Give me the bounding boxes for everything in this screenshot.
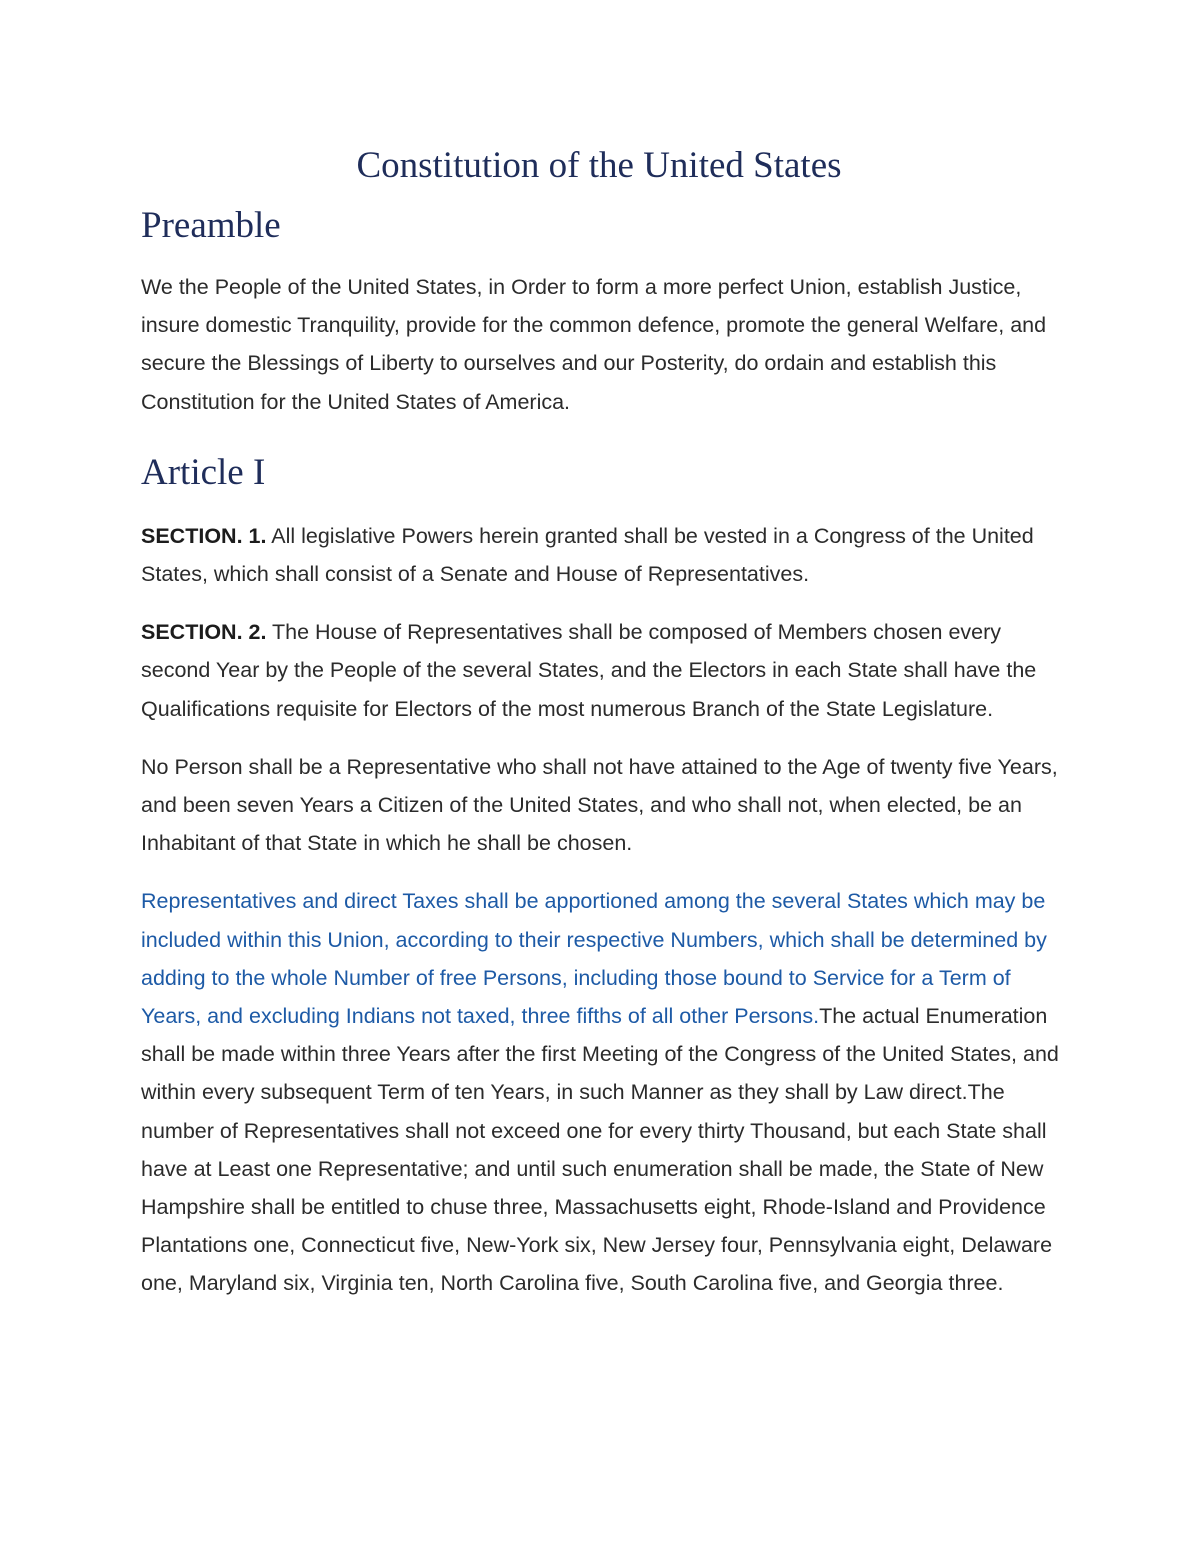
preamble-heading: Preamble <box>141 205 281 246</box>
document-title: Constitution of the United States <box>356 145 842 186</box>
article-1-heading: Article I <box>141 451 266 493</box>
section-1-text: All legislative Powers herein granted shall be vested in a Congress of the United States, which shall consist of a Senate and House of Representatives. <box>141 523 1034 587</box>
document-content <box>141 140 1066 1303</box>
preamble-text: We the People of the United States, in Order to form a more perfect Union, establish Justice, insure domestic Tranquility, provide for the common defence, promote the general Welfare, and secure the Blessings of Liberty to ourselves and our Posterity, do ordain and establish this Constitution for the United States of America. <box>141 275 1047 414</box>
section-1-label: SECTION. 1. <box>141 523 267 548</box>
section-2-paragraph-3 <box>141 882 1066 1302</box>
enumeration-text: The actual Enumeration shall be made within three Years after the first Meeting of the Congress of the United States, and within every subsequent Term of ten Years, in such Manner as they shall by Law direct.The number of Representatives shall not exceed one for every thirty Thousand, but each State shall have at Least one Representative; and until such enumeration shall be made, the State of New Hampshire shall be entitled to chuse three, Massachusetts eight, Rhode-Island and Providence Plantations one, Connecticut five, New-York six, New Jersey four, Pennsylvania eight, Delaware one, Maryland six, Virginia ten, North Carolina five, South Carolina five, and Georgia three. <box>141 1004 1059 1296</box>
section-2-paragraph-2: No Person shall be a Representative who shall not have attained to the Age of twenty five Years, and been seven Years a Citizen of the United States, and who shall not, when elected, be an Inhabitant of that State in which he shall be chosen. <box>141 754 1058 856</box>
apportionment-link-text[interactable]: Representatives and direct Taxes shall be apportioned among the several States which may be included within this Union, according to their respective Numbers, which shall be determined by adding to the whole Number of free Persons, including those bound to Service for a Term of Years, and excluding Indians not taxed, three fifths of all other Persons. <box>141 889 1047 1029</box>
section-2-paragraph <box>141 613 1066 728</box>
section-1-paragraph <box>141 517 1066 593</box>
section-2-text: The House of Representatives shall be composed of Members chosen every second Year by the People of the several States, and the Electors in each State shall have the Qualifications requisite for Electors of the most numerous Branch of the State Legislature. <box>141 620 1037 721</box>
section-2-label: SECTION. 2. <box>141 620 267 645</box>
